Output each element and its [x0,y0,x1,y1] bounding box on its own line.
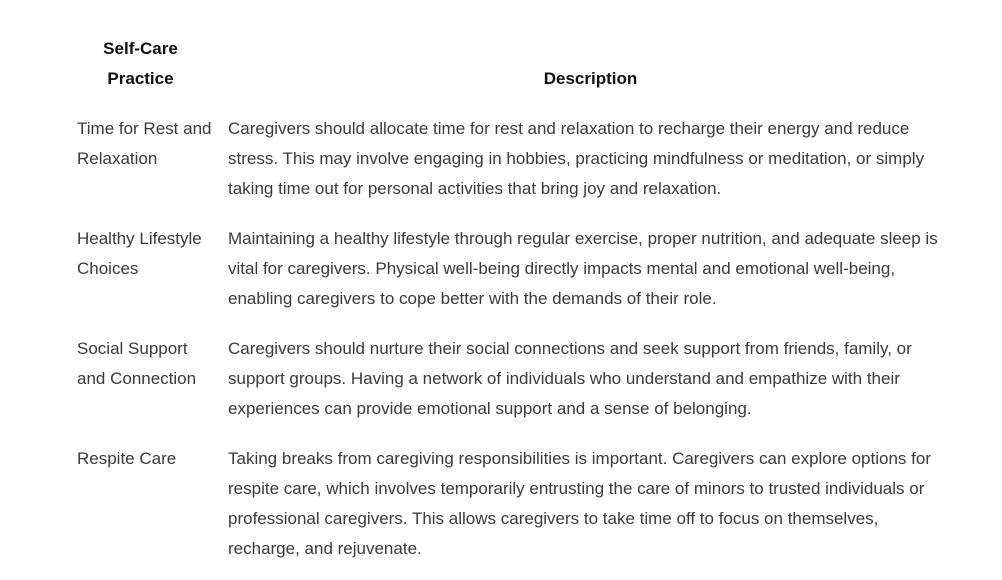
table-row [65,212,965,322]
header-row [65,34,965,102]
practice-cell: Time for Rest and Relaxation [77,119,212,168]
table-row [65,432,965,572]
header-self-care-practice: Self-Care Practice [103,39,178,88]
table-row [65,322,965,432]
practice-cell: Healthy Lifestyle Choices [77,229,202,278]
self-care-table-container [65,34,965,572]
self-care-table [65,34,965,572]
table-body [65,102,965,572]
description-cell: Maintaining a healthy lifestyle through regular exercise, proper nutrition, and adequate sleep is vital for caregivers. Physical well-being directly impacts mental and emotional well-being, enabling caregivers to cope better with the demands of their role. [228,229,938,308]
description-cell: Caregivers should nurture their social connections and seek support from friends, family, or support groups. Having a network of individuals who understand and empathize with their experiences can provide emotional support and a sense of belonging. [228,339,912,418]
description-cell: Caregivers should allocate time for rest and relaxation to recharge their energy and reduce stress. This may involve engaging in hobbies, practicing mindfulness or meditation, or simply taking time out for personal activities that bring joy and relaxation. [228,119,925,198]
header-description: Description [543,69,638,88]
practice-cell: Social Support and Connection [77,339,197,388]
table-row [65,102,965,212]
table-header [65,34,965,102]
description-cell: Taking breaks from caregiving responsibilities is important. Caregivers can explore options for respite care, which involves temporarily entrusting the care of minors to trusted individuals or professional caregivers. This allows caregivers to take time off to focus on themselves, recharge, and rejuvenate. [228,449,931,558]
practice-cell: Respite Care [77,449,177,468]
